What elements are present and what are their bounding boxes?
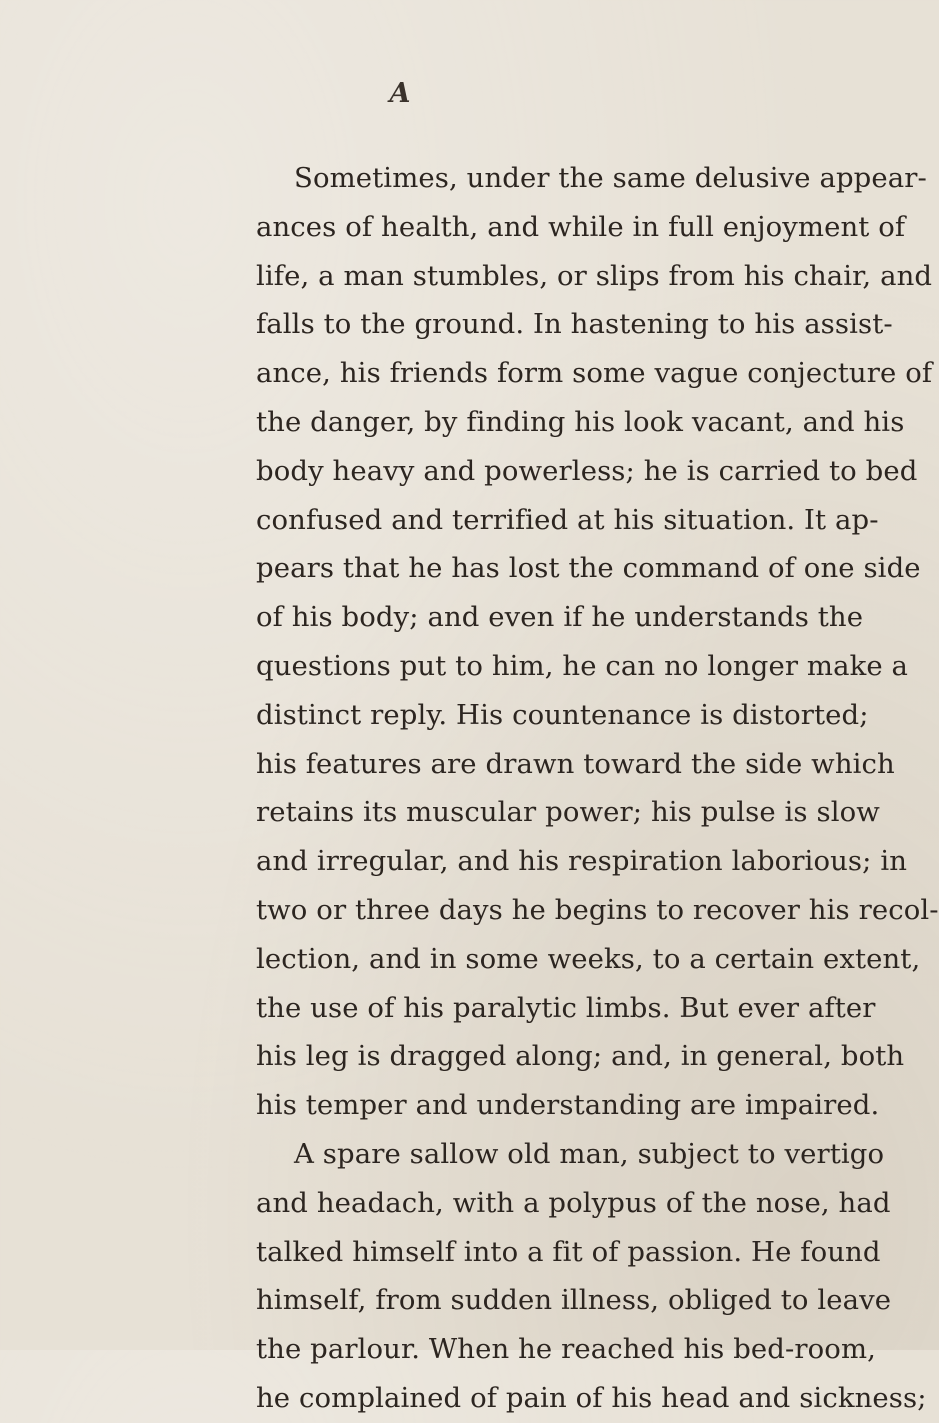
signature-mark: A [389,78,411,109]
text-line: himself, from sudden illness, obliged to leave [256,1284,892,1317]
text-line: life, a man stumbles, or slips from his chair, and [256,259,933,292]
text-line: body heavy and powerless; he is carried to bed [256,454,918,487]
text-line: talked himself into a fit of passion. He found [256,1235,881,1268]
text-line: ance, his friends form some vague conjecture of [256,357,933,390]
text-line: he complained of pain of his head and sickness; [256,1381,927,1414]
text-line: the parlour. When he reached his bed-room, [256,1333,876,1366]
body-text [256,154,939,1423]
text-line: lection, and in some weeks, to a certain extent, [256,942,921,975]
text-line: distinct reply. His countenance is distorted; [256,698,869,731]
text-line: two or three days he begins to recover his recol- [256,893,939,926]
text-line: his features are drawn toward the side which [256,747,895,780]
text-line: ances of health, and while in full enjoyment of [256,210,906,243]
text-line: the danger, by finding his look vacant, and his [256,405,905,438]
text-line: of his body; and even if he understands the [256,601,864,634]
text-line: the use of his paralytic limbs. But ever after [256,991,876,1024]
text-line: Sometimes, under the same delusive appear- [294,162,927,194]
text-line: and headach, with a polypus of the nose, had [256,1186,891,1219]
text-line: his leg is dragged along; and, in general, both [256,1040,905,1073]
text-line: his temper and understanding are impaired. [256,1089,880,1122]
text-line: falls to the ground. In hastening to his assist- [256,308,893,341]
text-line: pears that he has lost the command of one side [256,552,921,585]
text-line: A spare sallow old man, subject to vertigo [294,1137,885,1170]
text-line: confused and terrified at his situation. It ap- [256,503,879,536]
text-line: and irregular, and his respiration laborious; in [256,845,908,878]
text-line: questions put to him, he can no longer make a [256,649,909,682]
text-line: retains its muscular power; his pulse is slow [256,796,880,829]
